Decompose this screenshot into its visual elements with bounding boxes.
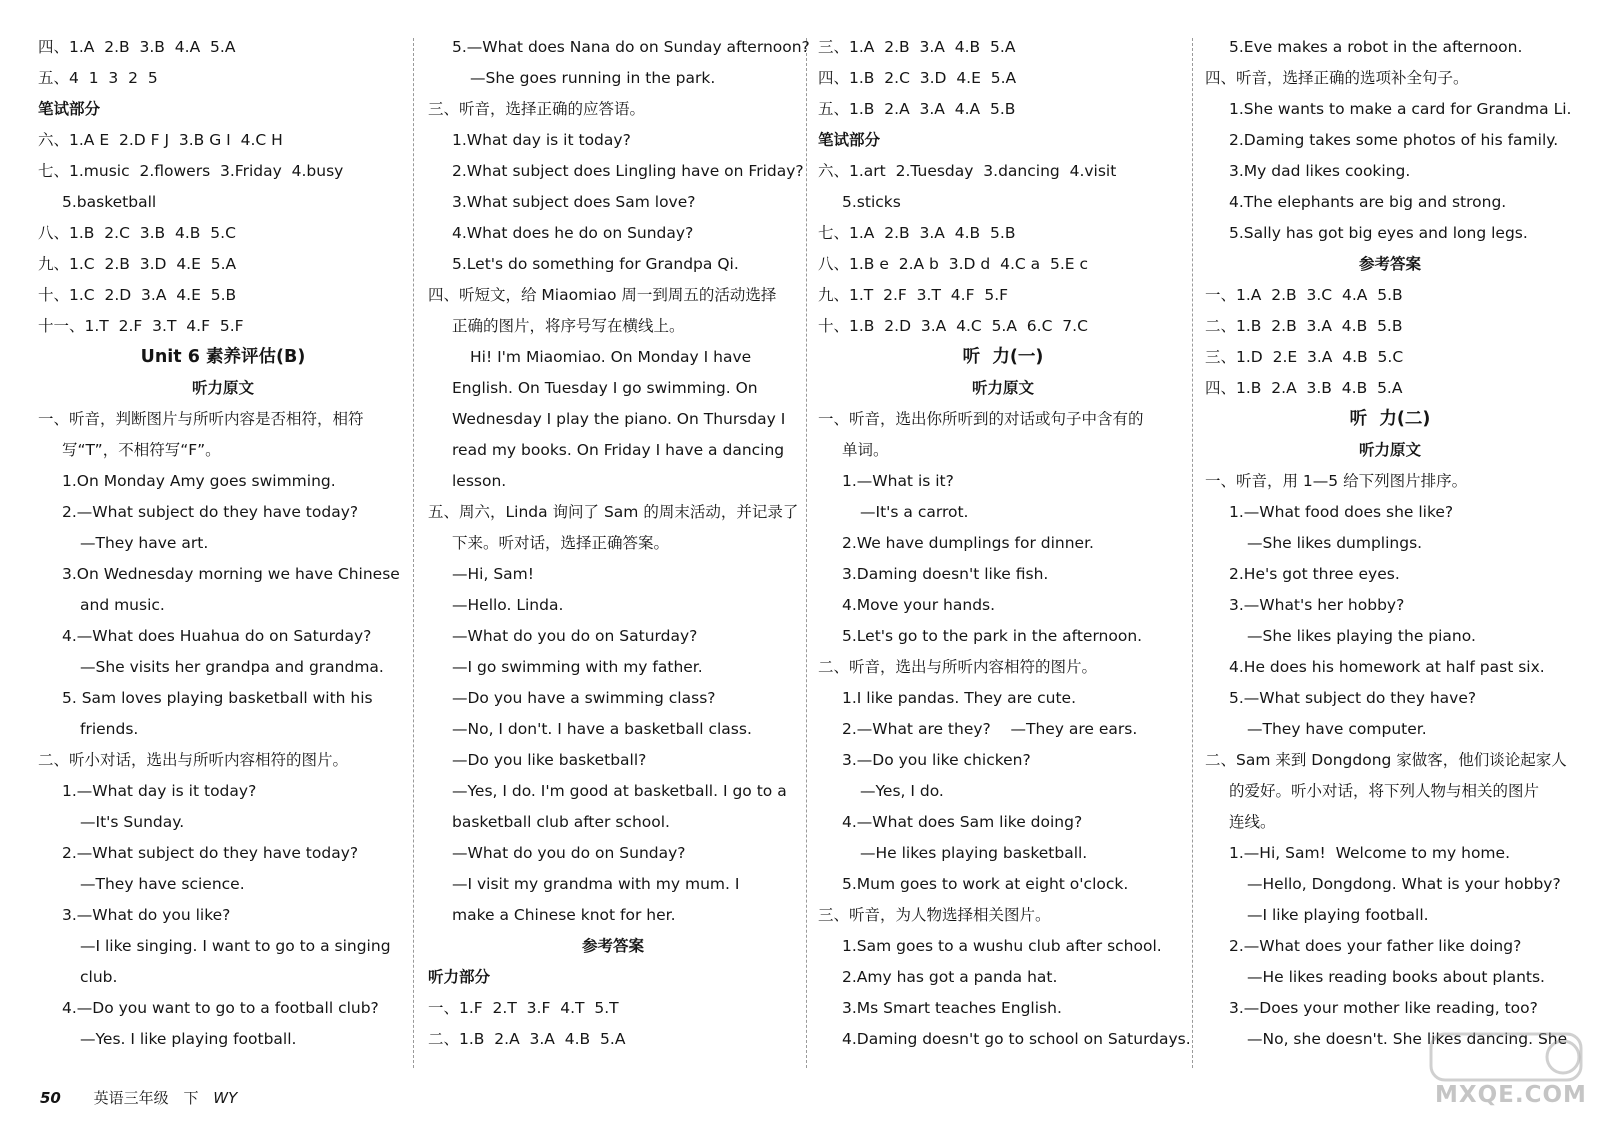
section-heading: 听力原文 bbox=[191, 379, 254, 397]
text-line: 听力部分 bbox=[428, 968, 491, 986]
text-line: 4.What does he do on Sunday? bbox=[452, 224, 694, 242]
text-line: 十、1.C 2.D 3.A 4.E 5.B bbox=[38, 286, 237, 304]
text-line: 笔试部分 bbox=[38, 100, 101, 118]
section-heading: 听力原文 bbox=[971, 379, 1034, 397]
text-line: —Yes, I do. bbox=[860, 782, 944, 800]
text-line: 九、1.C 2.B 3.D 4.E 5.A bbox=[38, 255, 237, 273]
text-line: 七、1.A 2.B 3.A 4.B 5.B bbox=[818, 224, 1016, 242]
text-line: friends. bbox=[80, 720, 139, 738]
column-3 bbox=[818, 32, 1191, 1055]
column-divider bbox=[413, 38, 414, 1068]
text-line: 十一、1.T 2.F 3.T 4.F 5.F bbox=[38, 317, 244, 335]
text-line: 写“T”，不相符写“F”。 bbox=[62, 441, 221, 459]
text-line: 5. Sam loves playing basketball with his bbox=[62, 689, 373, 707]
text-line: 2.We have dumplings for dinner. bbox=[842, 534, 1094, 552]
text-line: 八、1.B e 2.A b 3.D d 4.C a 5.E c bbox=[818, 255, 1089, 273]
text-line: 2.—What subject do they have today? bbox=[62, 844, 359, 862]
text-line: lesson. bbox=[452, 472, 507, 490]
text-line: —She likes dumplings. bbox=[1247, 534, 1423, 552]
text-line: 4.He does his homework at half past six. bbox=[1229, 658, 1545, 676]
text-line: 5.Let's do something for Grandpa Qi. bbox=[452, 255, 739, 273]
text-line: 五、1.B 2.A 3.A 4.A 5.B bbox=[818, 100, 1016, 118]
text-line: 3.What subject does Sam love? bbox=[452, 193, 696, 211]
text-line: 四、听音，选择正确的选项补全句子。 bbox=[1205, 69, 1469, 87]
text-line: 5.Sally has got big eyes and long legs. bbox=[1229, 224, 1528, 242]
text-line: —No, I don't. I have a basketball class. bbox=[452, 720, 752, 738]
text-line: English. On Tuesday I go swimming. On bbox=[452, 379, 758, 397]
text-line: 一、1.A 2.B 3.C 4.A 5.B bbox=[1205, 286, 1403, 304]
text-line: 3.Daming doesn't like fish. bbox=[842, 565, 1049, 583]
text-line: 三、听音，为人物选择相关图片。 bbox=[818, 906, 1051, 924]
text-line: 5.—What subject do they have? bbox=[1229, 689, 1477, 707]
text-line: —Hi, Sam! bbox=[452, 565, 534, 583]
text-line: —Do you have a swimming class? bbox=[452, 689, 716, 707]
text-line: —She visits her grandpa and grandma. bbox=[80, 658, 384, 676]
text-line: —What do you do on Sunday? bbox=[452, 844, 686, 862]
text-line: 十、1.B 2.D 3.A 4.C 5.A 6.C 7.C bbox=[818, 317, 1088, 335]
text-line: 四、1.B 2.C 3.D 4.E 5.A bbox=[818, 69, 1017, 87]
page-footer bbox=[40, 1087, 237, 1108]
text-line: 二、听小对话，选出与所听内容相符的图片。 bbox=[38, 751, 349, 769]
text-line: —She goes running in the park. bbox=[470, 69, 716, 87]
text-line: 二、听音，选出与所听内容相符的图片。 bbox=[818, 658, 1098, 676]
text-line: 3.—What do you like? bbox=[62, 906, 231, 924]
text-line: —It's Sunday. bbox=[80, 813, 185, 831]
text-line: 4.Daming doesn't go to school on Saturdays. bbox=[842, 1030, 1191, 1048]
text-line: 2.Amy has got a panda hat. bbox=[842, 968, 1058, 986]
text-line: 正确的图片，将序号写在横线上。 bbox=[452, 317, 685, 335]
text-line: —He likes reading books about plants. bbox=[1247, 968, 1545, 986]
text-line: 一、听音，选出你所听到的对话或句子中含有的 bbox=[818, 410, 1144, 428]
text-line: basketball club after school. bbox=[452, 813, 670, 831]
watermark-logo-icon bbox=[1423, 1028, 1595, 1088]
text-line: 二、1.B 2.A 3.A 4.B 5.A bbox=[428, 1030, 626, 1048]
text-line: 五、周六，Linda 询问了 Sam 的周末活动，并记录了 bbox=[428, 503, 799, 521]
text-line: —Hello, Dongdong. What is your hobby? bbox=[1247, 875, 1561, 893]
text-line: 3.—What's her hobby? bbox=[1229, 596, 1405, 614]
text-line: 1.Sam goes to a wushu club after school. bbox=[842, 937, 1162, 955]
section-heading: 参考答案 bbox=[1358, 255, 1421, 273]
text-line: and music. bbox=[80, 596, 165, 614]
text-line: 二、Sam 来到 Dongdong 家做客，他们谈论起家人 bbox=[1205, 751, 1567, 769]
text-line: 一、1.F 2.T 3.F 4.T 5.T bbox=[428, 999, 619, 1017]
text-line: 1.—What is it? bbox=[842, 472, 954, 490]
text-line: 1.On Monday Amy goes swimming. bbox=[62, 472, 336, 490]
text-line: 5.basketball bbox=[62, 193, 157, 211]
text-line: —Yes. I like playing football. bbox=[80, 1030, 297, 1048]
footer-subject: 英语三年级 bbox=[93, 1089, 169, 1107]
text-line: —What do you do on Saturday? bbox=[452, 627, 698, 645]
text-line: —It's a carrot. bbox=[860, 503, 969, 521]
text-line: 三、听音，选择正确的应答语。 bbox=[428, 100, 646, 118]
text-line: 笔试部分 bbox=[818, 131, 881, 149]
footer-edition: WY bbox=[213, 1089, 238, 1107]
section-title: Unit 6 素养评估(B) bbox=[140, 347, 306, 367]
text-line: 2.What subject does Lingling have on Friday? bbox=[452, 162, 804, 180]
footer-volume: 下 bbox=[183, 1089, 199, 1107]
text-line: —I visit my grandma with my mum. I bbox=[452, 875, 740, 893]
text-line: 2.Daming takes some photos of his family. bbox=[1229, 131, 1559, 149]
text-line: 二、1.B 2.B 3.A 4.B 5.B bbox=[1205, 317, 1403, 335]
text-line: 5.Let's go to the park in the afternoon. bbox=[842, 627, 1143, 645]
column-2 bbox=[428, 32, 810, 1055]
text-line: 2.—What does your father like doing? bbox=[1229, 937, 1522, 955]
text-line: 5.Mum goes to work at eight o'clock. bbox=[842, 875, 1129, 893]
text-line: 四、听短文，给 Miaomiao 周一到周五的活动选择 bbox=[428, 286, 777, 304]
text-line: 4.—What does Sam like doing? bbox=[842, 813, 1083, 831]
section-title: 听 力(二) bbox=[1349, 409, 1431, 429]
text-line: read my books. On Friday I have a dancing bbox=[452, 441, 785, 459]
text-line: —I like singing. I want to go to a singing bbox=[80, 937, 391, 955]
text-line: 5.—What does Nana do on Sunday afternoon? bbox=[452, 38, 810, 56]
text-line: —She likes playing the piano. bbox=[1247, 627, 1476, 645]
text-line: 下来。听对话，选择正确答案。 bbox=[452, 534, 670, 552]
column-divider bbox=[1192, 38, 1193, 1068]
watermark bbox=[1423, 1028, 1595, 1118]
text-line: 的爱好。听小对话，将下列人物与相关的图片 bbox=[1229, 782, 1540, 800]
text-line: 三、1.A 2.B 3.A 4.B 5.A bbox=[818, 38, 1016, 56]
text-line: —I go swimming with my father. bbox=[452, 658, 703, 676]
text-line: 4.Move your hands. bbox=[842, 596, 996, 614]
text-line: 2.—What subject do they have today? bbox=[62, 503, 359, 521]
text-line: 八、1.B 2.C 3.B 4.B 5.C bbox=[38, 224, 236, 242]
text-line: 1.What day is it today? bbox=[452, 131, 631, 149]
text-line: 2.—What are they? —They are ears. bbox=[842, 720, 1138, 738]
text-line: 一、听音，判断图片与所听内容是否相符，相符 bbox=[38, 410, 364, 428]
text-line: —I like playing football. bbox=[1247, 906, 1429, 924]
watermark-text: MXQE.COM bbox=[1435, 1082, 1587, 1108]
text-line: —They have science. bbox=[80, 875, 245, 893]
column-divider bbox=[806, 38, 807, 1068]
text-line: club. bbox=[80, 968, 118, 986]
text-line: 5.Eve makes a robot in the afternoon. bbox=[1229, 38, 1523, 56]
text-line: 七、1.music 2.flowers 3.Friday 4.busy bbox=[38, 162, 344, 180]
text-line: 3.My dad likes cooking. bbox=[1229, 162, 1411, 180]
text-line: —No, she doesn't. She likes dancing. She bbox=[1247, 1030, 1568, 1048]
text-line: 4.—What does Huahua do on Saturday? bbox=[62, 627, 372, 645]
text-line: 三、1.D 2.E 3.A 4.B 5.C bbox=[1205, 348, 1404, 366]
text-line: Hi! I'm Miaomiao. On Monday I have bbox=[470, 348, 752, 366]
text-line: 单词。 bbox=[842, 441, 889, 459]
text-line: 五、4 1 3 2 5 bbox=[38, 69, 158, 87]
text-line: 1.I like pandas. They are cute. bbox=[842, 689, 1077, 707]
text-line: 一、听音，用 1—5 给下列图片排序。 bbox=[1205, 472, 1468, 490]
text-line: 3.Ms Smart teaches English. bbox=[842, 999, 1062, 1017]
text-line: 1.—Hi, Sam! Welcome to my home. bbox=[1229, 844, 1510, 862]
section-heading: 听力原文 bbox=[1358, 441, 1421, 459]
text-line: 3.—Does your mother like reading, too? bbox=[1229, 999, 1538, 1017]
text-line: make a Chinese knot for her. bbox=[452, 906, 676, 924]
text-line: 1.—What day is it today? bbox=[62, 782, 257, 800]
text-line: —They have art. bbox=[80, 534, 209, 552]
column-4 bbox=[1205, 32, 1575, 1055]
text-line: —Yes, I do. I'm good at basketball. I go to a bbox=[452, 782, 787, 800]
text-line: 5.sticks bbox=[842, 193, 901, 211]
text-line: 四、1.A 2.B 3.B 4.A 5.A bbox=[38, 38, 236, 56]
text-line: 六、1.A E 2.D F J 3.B G I 4.C H bbox=[38, 131, 283, 149]
section-heading: 参考答案 bbox=[581, 937, 644, 955]
text-line: 四、1.B 2.A 3.B 4.B 5.A bbox=[1205, 379, 1403, 397]
section-title: 听 力(一) bbox=[962, 347, 1044, 367]
text-line: Wednesday I play the piano. On Thursday I bbox=[452, 410, 786, 428]
text-line: 3.On Wednesday morning we have Chinese bbox=[62, 565, 400, 583]
text-line: 2.He's got three eyes. bbox=[1229, 565, 1400, 583]
text-line: 连线。 bbox=[1229, 813, 1276, 831]
text-line: 4.The elephants are big and strong. bbox=[1229, 193, 1507, 211]
text-line: 1.—What food does she like? bbox=[1229, 503, 1454, 521]
text-line: —They have computer. bbox=[1247, 720, 1427, 738]
text-line: 3.—Do you like chicken? bbox=[842, 751, 1031, 769]
text-line: 4.—Do you want to go to a football club? bbox=[62, 999, 379, 1017]
text-line: 九、1.T 2.F 3.T 4.F 5.F bbox=[818, 286, 1009, 304]
text-line: —He likes playing basketball. bbox=[860, 844, 1088, 862]
text-line: 六、1.art 2.Tuesday 3.dancing 4.visit bbox=[818, 162, 1117, 180]
column-1 bbox=[38, 32, 408, 1055]
page-number: 50 bbox=[40, 1089, 61, 1107]
text-line: —Hello. Linda. bbox=[452, 596, 564, 614]
text-line: 1.She wants to make a card for Grandma Li. bbox=[1229, 100, 1572, 118]
text-line: —Do you like basketball? bbox=[452, 751, 647, 769]
